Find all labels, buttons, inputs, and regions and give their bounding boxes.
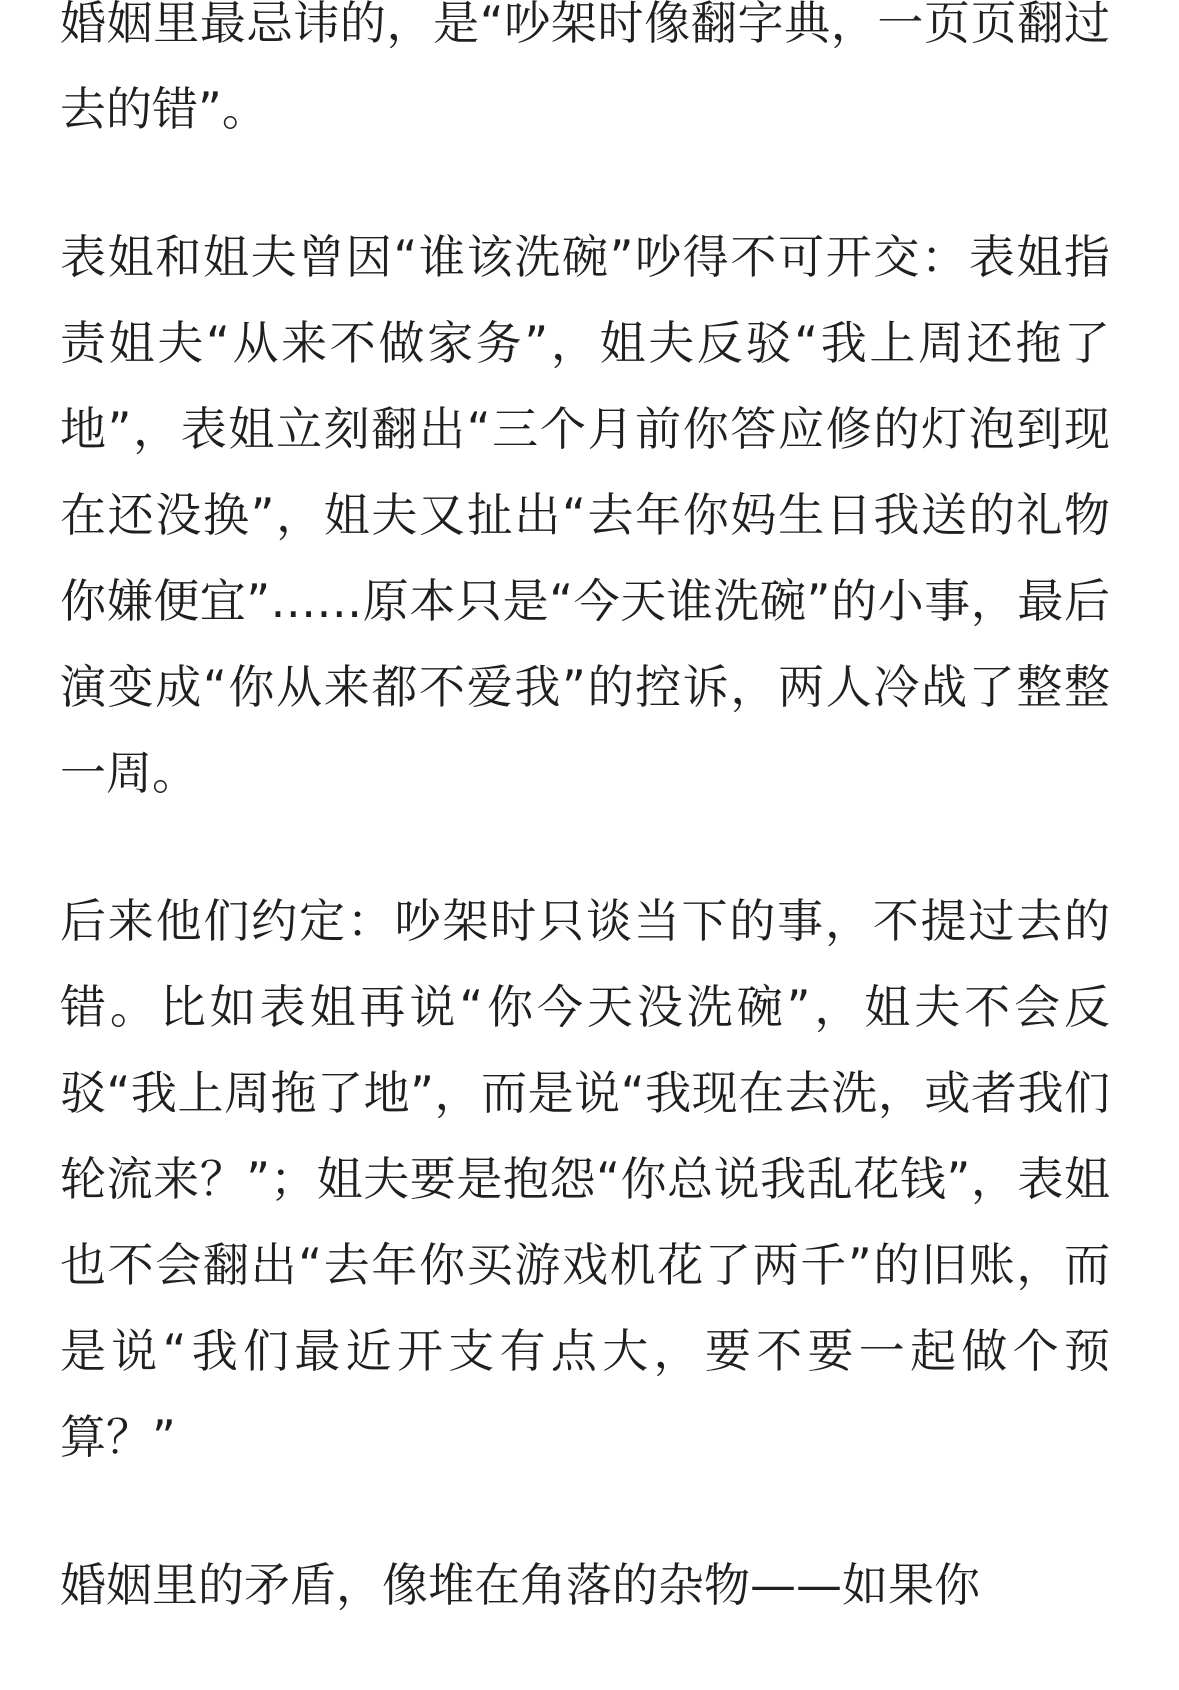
paragraph-1: 婚姻里最忌讳的，是“吵架时像翻字典，一页页翻过去的错”。 [60, 0, 1110, 136]
paragraph-3: 后来他们约定：吵架时只谈当下的事，不提过去的错。比如表姐再说“你今天没洗碗”，姐夫不会反驳“我上周拖了地”，而是说“我现在去洗，或者我们轮流来？”；姐夫要是抱怨“你总说我乱花钱”，表姐也不会翻出“去年你买游戏机花了两千”的旧账，而是说“我们最近开支有点大，要不要一起做个预算？” [60, 894, 1110, 1464]
paragraph-2: 表姐和姐夫曾因“谁该洗碗”吵得不可开交：表姐指责姐夫“从来不做家务”，姐夫反驳“我上周还拖了地”，表姐立刻翻出“三个月前你答应修的灯泡到现在还没换”，姐夫又扯出“去年你妈生日我送的礼物你嫌便宜”……原本只是“今天谁洗碗”的小事，最后演变成“你从来都不爱我”的控诉，两人冷战了整整一周。 [60, 230, 1110, 800]
paragraph-4: 婚姻里的矛盾，像堆在角落的杂物——如果你 [60, 1558, 980, 1612]
article-body [60, 0, 1110, 1690]
